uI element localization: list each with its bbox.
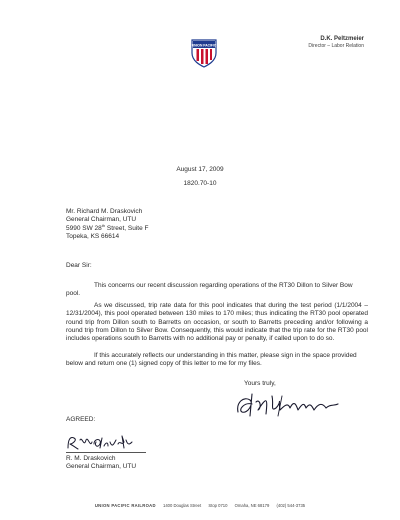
footer-stop: Stop 0710 <box>208 503 228 508</box>
address-street-name: Street, Suite F <box>105 224 149 232</box>
paragraph-2: As we discussed, trip rate data for this pool indicates that during the test period (1/1/2004 – 12/31/2004), this pool operated between 130 miles to 170 miles; thus indicating the RT30 pool operated round trip from Dillon south to Barretts on occasion, or south to Barretts preceding and/or following a round trip from Dillon to Silver Bow. Consequently, this would indicate that the trip rate for the RT30 pool includes operations south to Barretts with no additional pay or penalty, if called upon to do so. <box>66 302 368 343</box>
footer-company: UNION PACIFIC RAILROAD <box>94 503 156 508</box>
address-line-2: General Chairman, UTU <box>66 216 137 224</box>
sender-title: Director – Labor Relation <box>308 43 364 49</box>
address-line-3 <box>66 222 149 233</box>
signer-title: General Chairman, UTU <box>66 463 137 471</box>
signature-line <box>66 452 146 453</box>
address-line-1: Mr. Richard M. Draskovich <box>66 208 143 215</box>
reference-number: 1820.70-10 <box>183 180 217 187</box>
footer-city: Omaha, NE 68179 <box>234 503 270 508</box>
logo-text: UNION PACIFIC <box>191 43 217 48</box>
recipient-address <box>66 208 148 241</box>
union-pacific-shield-logo <box>190 38 218 68</box>
letterhead-footer <box>0 503 400 508</box>
sender-name: D.K. Peltzmeier <box>320 36 364 42</box>
address-street-number: 5990 SW 28 <box>66 224 102 232</box>
sender-signature <box>232 388 342 422</box>
closing: Yours truly, <box>244 380 276 387</box>
letter-date: August 17, 2009 <box>176 166 224 173</box>
signer-block <box>66 455 136 472</box>
sender-block <box>308 36 364 50</box>
salutation: Dear Sir: <box>66 262 92 269</box>
footer-street: 1400 Douglas Street <box>163 503 202 508</box>
footer-phone: (402) 544-3735 <box>276 503 306 508</box>
address-line-4: Topeka, KS 66614 <box>66 232 120 240</box>
signer-name: R. M. Draskovich <box>66 455 116 462</box>
address-street-suffix: th <box>101 222 106 228</box>
paragraph-3: If this accurately reflects our understanding in this matter, please sign in the space provided below and return one (1) signed copy of this letter to me for my files. <box>66 352 357 368</box>
paragraph-1: This concerns our recent discussion regarding operations of the RT30 Dillon to Silver Bow pool. <box>66 282 353 298</box>
agreed-label: AGREED: <box>66 416 96 423</box>
recipient-signature <box>64 432 136 452</box>
